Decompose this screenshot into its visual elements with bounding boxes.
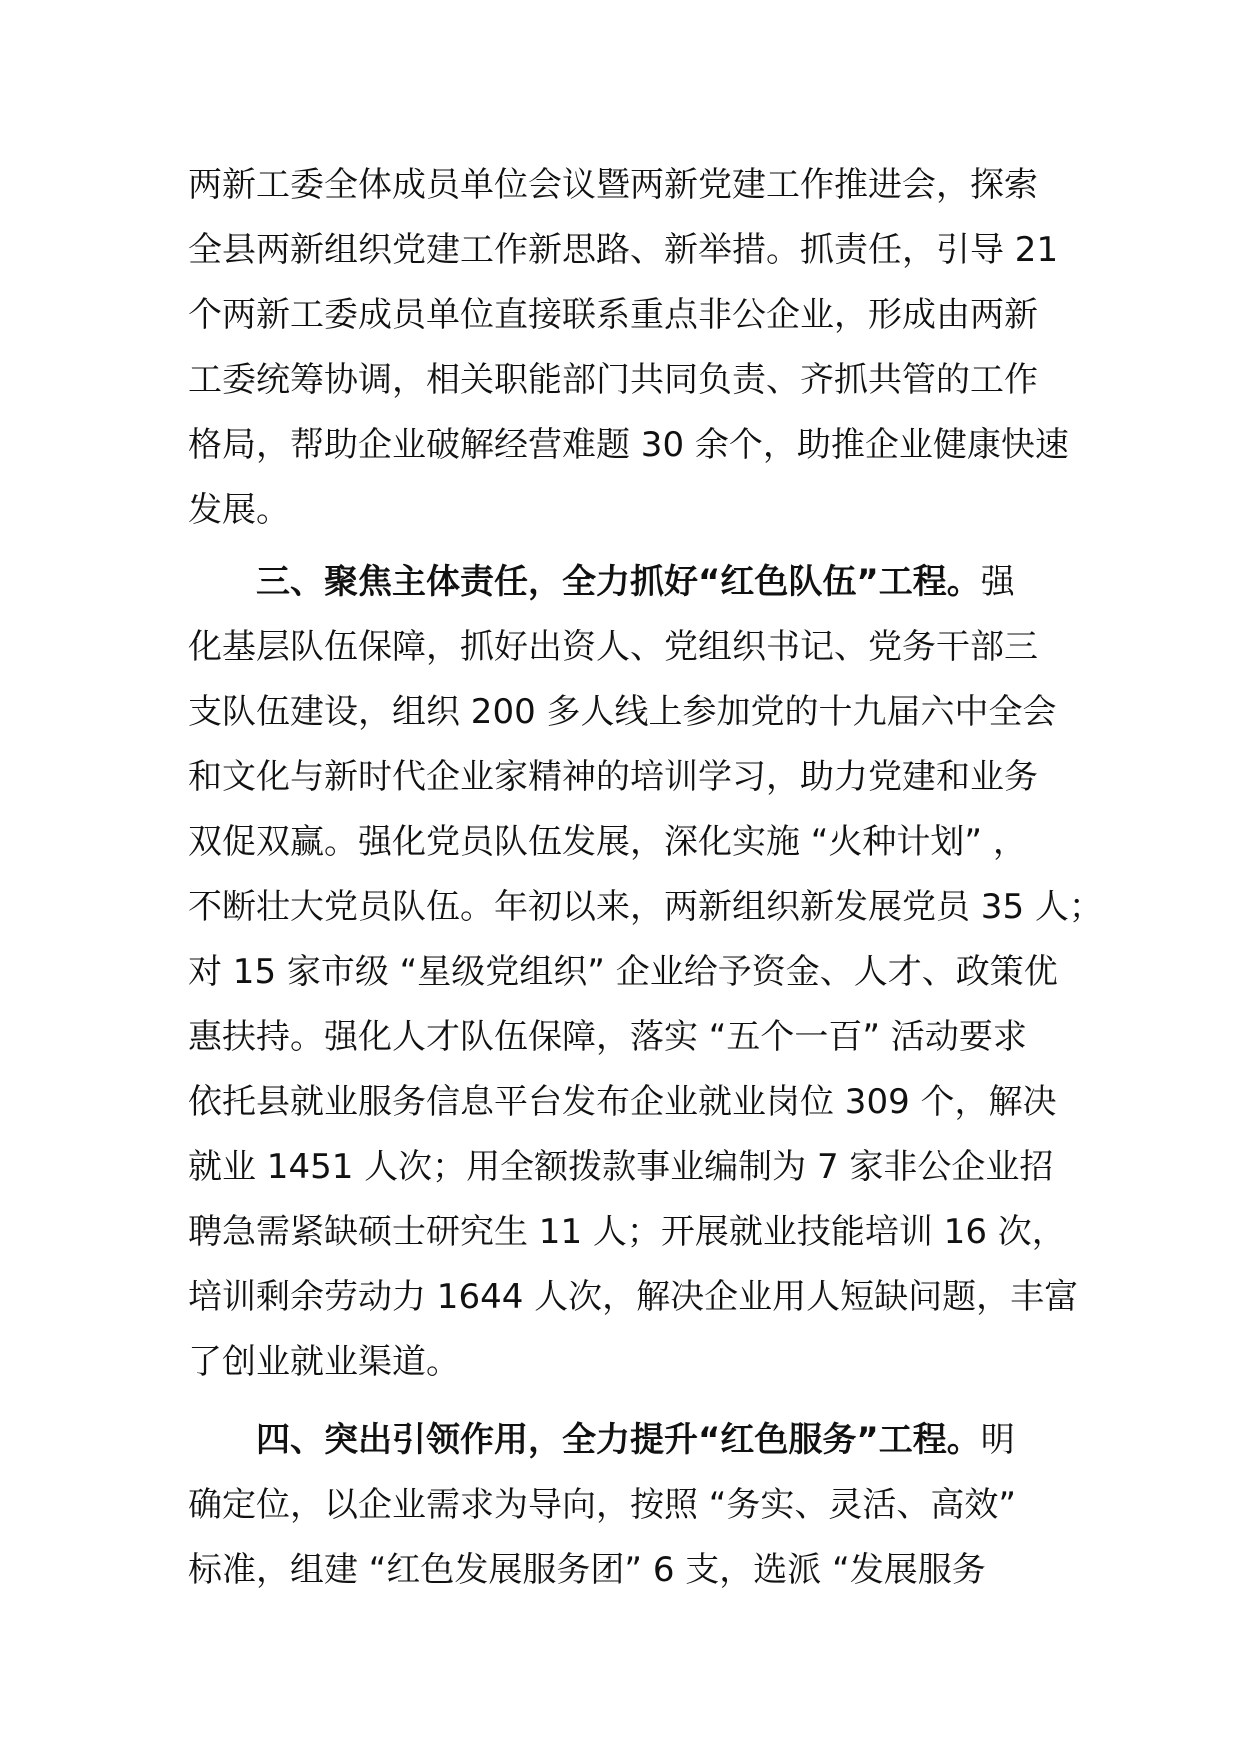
paragraph-line: 发展。: [188, 490, 290, 530]
paragraph-line: 依托县就业服务信息平台发布企业就业岗位 309 个，解决: [188, 1082, 1057, 1122]
paragraph-line: 就业 1451 人次；用全额拨款事业编制为 7 家非公企业招: [188, 1147, 1054, 1187]
paragraph-line: 确定位，以企业需求为导向，按照 “务实、灵活、高效”: [188, 1485, 1017, 1525]
paragraph-line: 化基层队伍保障，抓好出资人、党组织书记、党务干部三: [188, 627, 1038, 667]
paragraph-line: 培训剩余劳动力 1644 人次，解决企业用人短缺问题，丰富: [188, 1277, 1079, 1317]
paragraph-line: 惠扶持。强化人才队伍保障，落实 “五个一百” 活动要求: [188, 1017, 1027, 1057]
paragraph-line: 标准，组建 “红色发展服务团” 6 支，选派 “发展服务: [188, 1550, 986, 1590]
paragraph-3: [188, 1408, 1068, 1603]
paragraph-line: 和文化与新时代企业家精神的培训学习，助力党建和业务: [188, 757, 1038, 797]
heading-trailing-text: 强: [980, 562, 1015, 602]
section-heading: 三、聚焦主体责任，全力抓好“红色队伍”工程。: [256, 562, 981, 602]
paragraph-line: 个两新工委成员单位直接联系重点非公企业，形成由两新: [188, 295, 1038, 335]
paragraph-line: 了创业就业渠道。: [188, 1342, 460, 1382]
paragraph-line: 工委统筹协调，相关职能部门共同负责、齐抓共管的工作: [188, 360, 1038, 400]
paragraph-1: [188, 153, 1068, 543]
paragraph-line: 格局，帮助企业破解经营难题 30 余个，助推企业健康快速: [188, 425, 1069, 465]
paragraph-line: 双促双赢。强化党员队伍发展，深化实施 “火种计划” ，: [188, 822, 1027, 862]
heading-trailing-text: 明: [980, 1420, 1015, 1460]
paragraph-2: [188, 550, 1103, 1395]
paragraph-line: 两新工委全体成员单位会议暨两新党建工作推进会，探索: [188, 165, 1038, 205]
paragraph-line: 聘急需紧缺硕士研究生 11 人；开展就业技能培训 16 次，: [188, 1212, 1066, 1252]
paragraph-line: 对 15 家市级 “星级党组织” 企业给予资金、人才、政策优: [188, 952, 1058, 992]
paragraph-line: 支队伍建设，组织 200 多人线上参加党的十九届六中全会: [188, 692, 1057, 732]
paragraph-first-line: [188, 1408, 1068, 1473]
section-heading: 四、突出引领作用，全力提升“红色服务”工程。: [256, 1420, 981, 1460]
paragraph-first-line: [188, 550, 1068, 615]
paragraph-line: 不断壮大党员队伍。年初以来，两新组织新发展党员 35 人；: [188, 887, 1103, 927]
paragraph-line: 全县两新组织党建工作新思路、新举措。抓责任，引导 21: [188, 230, 1059, 270]
